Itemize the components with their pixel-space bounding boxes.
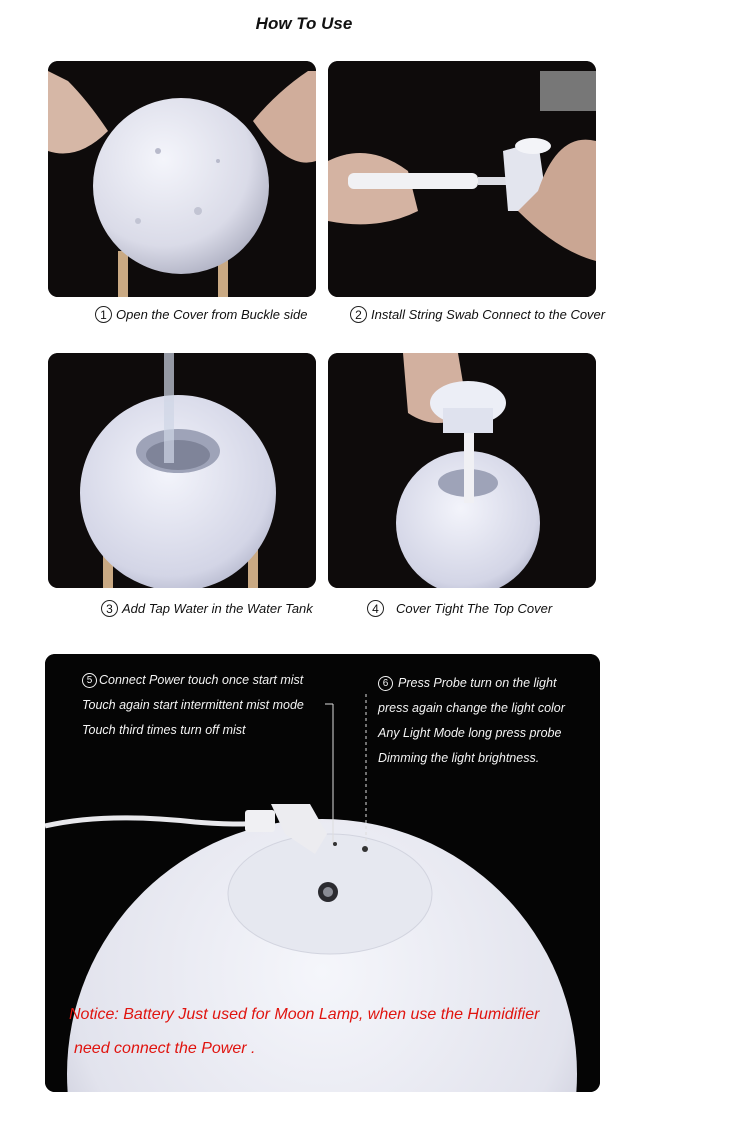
step-2-photo <box>328 61 596 297</box>
power-line: Touch again start intermittent mist mode <box>82 698 304 712</box>
instruction-panel <box>45 654 600 1092</box>
power-line: Connect Power touch once start mist <box>99 673 304 687</box>
page-title: How To Use <box>255 14 353 33</box>
power-line: Touch third times turn off mist <box>82 723 246 737</box>
step-2-caption <box>350 306 605 323</box>
step-1-photo <box>48 61 316 297</box>
step-1-caption <box>95 306 307 323</box>
step-text: Install String Swab Connect to the Cover <box>371 307 606 322</box>
step-number-badge: 2 <box>350 306 367 323</box>
light-line: press again change the light color <box>378 701 565 715</box>
light-line: Any Light Mode long press probe <box>378 726 562 740</box>
step-text: Cover Tight The Top Cover <box>396 601 553 616</box>
step-3-caption <box>101 600 313 617</box>
step-3-photo <box>48 353 316 588</box>
light-line: Press Probe turn on the light <box>398 676 557 690</box>
step-text: Open the Cover from Buckle side <box>116 307 308 322</box>
power-instructions <box>82 668 304 743</box>
light-instructions <box>378 671 565 771</box>
step-4-caption <box>367 600 552 617</box>
step-number-badge: 4 <box>367 600 384 617</box>
step-number-badge: 6 <box>378 676 393 691</box>
step-number-badge: 1 <box>95 306 112 323</box>
light-line: Dimming the light brightness. <box>378 751 540 765</box>
step-number-badge: 5 <box>82 673 97 688</box>
notice-line: need connect the Power . <box>74 1040 256 1057</box>
step-text: Add Tap Water in the Water Tank <box>122 601 313 616</box>
step-number-badge: 3 <box>101 600 118 617</box>
notice-line: Notice: Battery Just used for Moon Lamp, when use the Humidifier <box>69 1006 540 1023</box>
step-4-photo <box>328 353 596 588</box>
notice-text <box>69 998 539 1066</box>
